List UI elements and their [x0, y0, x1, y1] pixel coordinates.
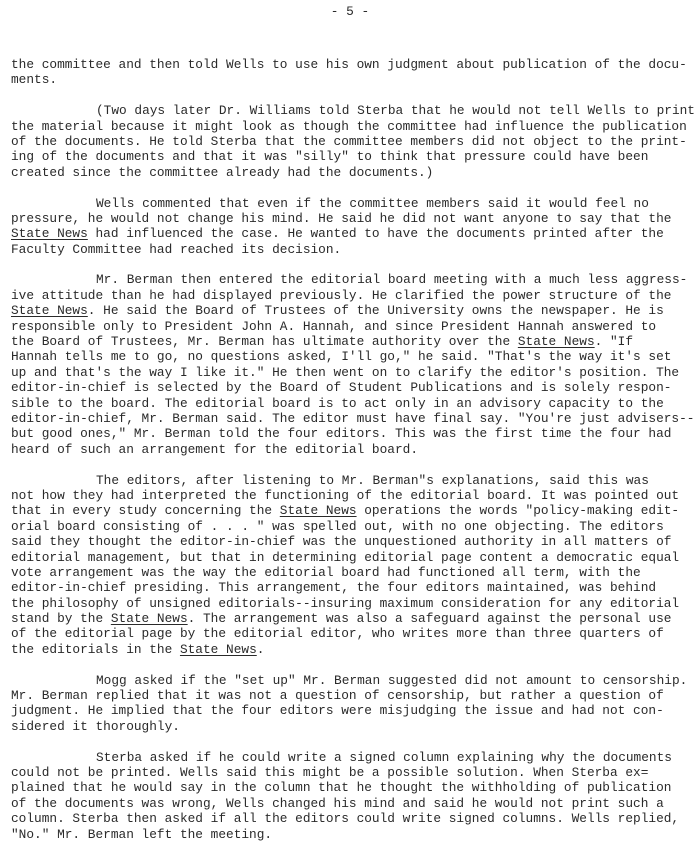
paragraph: [11, 673, 696, 735]
underlined-title: State News: [279, 503, 357, 519]
text-segment: Mr. Berman replied that it was not a question of censorship, but rather a question of: [11, 688, 664, 704]
text-line: [11, 473, 696, 488]
text-segment: could not be printed. Wells said this might be a possible solution. When Sterba ex=: [11, 764, 649, 780]
text-segment: . "If: [594, 334, 634, 350]
text-line: [11, 550, 696, 565]
underlined-title: State News: [517, 334, 595, 350]
paragraph: [11, 196, 696, 258]
text-line: [11, 442, 696, 457]
text-line: [11, 334, 696, 349]
text-segment: of the documents was wrong, Wells changed his mind and said he would not print such a: [11, 795, 664, 811]
text-line: [11, 765, 696, 780]
text-segment: Sterba asked if he could write a signed column explaining why the documents: [96, 749, 672, 765]
text-segment: Hannah tells me to go, no questions asked, I'll go," he said. "That's the way it's set: [11, 349, 672, 365]
text-line: [11, 426, 696, 441]
text-line: [11, 165, 696, 180]
text-line: [11, 596, 696, 611]
text-segment: of the editorial page by the editorial editor, who writes more than three quarters of: [11, 626, 664, 642]
text-line: [11, 626, 696, 641]
text-line: [11, 565, 696, 580]
text-line: [11, 349, 696, 364]
text-line: [11, 72, 696, 87]
text-line: [11, 811, 696, 826]
text-segment: the committee and then told Wells to use his own judgment about publication of the docu-: [11, 57, 687, 72]
text-line: [11, 703, 696, 718]
text-segment: editorial management, but that in determining editorial page content a democratic equal: [11, 549, 680, 565]
text-line: [11, 365, 696, 380]
text-segment: stand by the: [11, 611, 111, 627]
text-segment: ing of the documents and that it was "silly" to think that pressure could have been: [11, 149, 649, 165]
underlined-title: State News: [11, 303, 88, 319]
text-line: [11, 611, 696, 626]
text-line: [11, 396, 696, 411]
text-segment: Wells commented that even if the committee members said it would feel no: [96, 195, 649, 211]
text-line: [11, 103, 696, 118]
text-segment: ments.: [11, 72, 58, 88]
text-line: [11, 57, 696, 72]
text-line: [11, 319, 696, 334]
text-segment: editor-in-chief, Mr. Berman said. The editor must have final say. "You're just advisers--: [11, 410, 695, 426]
text-segment: "No." Mr. Berman left the meeting.: [11, 826, 273, 842]
text-segment: had influenced the case. He wanted to have the documents printed after the: [87, 226, 664, 242]
underlined-title: State News: [179, 641, 257, 657]
text-line: [11, 380, 696, 395]
text-segment: Mogg asked if the "set up" Mr. Berman suggested did not amount to censorship.: [96, 672, 688, 688]
text-line: [11, 827, 696, 842]
text-segment: the philosophy of unsigned editorials--insuring maximum consideration for any editorial: [11, 595, 680, 611]
underlined-title: State News: [11, 226, 88, 242]
text-segment: the Board of Trustees, Mr. Berman has ultimate authority over the: [11, 334, 518, 350]
text-segment: column. Sterba then asked if all the editors could write signed columns. Wells replied,: [11, 811, 680, 827]
text-line: [11, 226, 696, 241]
text-segment: heard of such an arrangement for the editorial board.: [11, 441, 419, 457]
text-segment: vote arrangement was the way the editorial board had functioned all term, with the: [11, 564, 641, 580]
text-line: [11, 673, 696, 688]
text-segment: sidered it thoroughly.: [11, 718, 180, 734]
text-segment: The editors, after listening to Mr. Berman"s explanations, said this was: [96, 472, 649, 488]
text-segment: (Two days later Dr. Williams told Sterba that he would not tell Wells to print: [96, 103, 695, 119]
text-line: [11, 719, 696, 734]
text-line: [11, 211, 696, 226]
text-line: [11, 750, 696, 765]
text-segment: Mr. Berman then entered the editorial board meeting with a much less aggress-: [96, 272, 688, 288]
text-line: [11, 796, 696, 811]
text-line: [11, 519, 696, 534]
text-line: [11, 196, 696, 211]
text-segment: created since the committee already had the documents.): [11, 164, 434, 180]
text-line: [11, 534, 696, 549]
paragraph: [11, 473, 696, 658]
text-line: [11, 503, 696, 518]
text-segment: Faculty Committee had reached its decision.: [11, 241, 342, 257]
paragraph: [11, 103, 696, 180]
text-segment: .: [256, 641, 265, 657]
text-segment: . The arrangement was also a safeguard against the personal use: [187, 611, 672, 627]
text-segment: pressure, he would not change his mind. He said he did not want anyone to say that the: [11, 210, 672, 226]
text-segment: plained that he would say in the column that he thought the withholding of publication: [11, 780, 672, 796]
text-segment: that in every study concerning the: [11, 503, 280, 519]
text-segment: of the documents. He told Sterba that the committee members did not object to the print-: [11, 133, 687, 149]
text-line: [11, 149, 696, 164]
text-line: [11, 488, 696, 503]
text-segment: responsible only to President John A. Hannah, and since President Hannah answered to: [11, 318, 657, 334]
text-line: [11, 642, 696, 657]
text-segment: sible to the board. The editorial board is to act only in an advisory capacity to the: [11, 395, 664, 411]
text-line: [11, 134, 696, 149]
text-segment: ive attitude than he had displayed previously. He clarified the power structure of the: [11, 287, 672, 303]
text-segment: said they thought the editor-in-chief was the unquestioned authority in all matters of: [11, 534, 672, 550]
text-line: [11, 288, 696, 303]
text-line: [11, 303, 696, 318]
text-line: [11, 272, 696, 287]
text-segment: but good ones," Mr. Berman told the four editors. This was the first time the four had: [11, 426, 672, 442]
text-line: [11, 411, 696, 426]
text-line: [11, 688, 696, 703]
text-segment: . He said the Board of Trustees of the University owns the newspaper. He is: [87, 303, 664, 319]
text-segment: not how they had interpreted the functioning of the editorial board. It was pointed out: [11, 487, 680, 503]
text-segment: editor-in-chief presiding. This arrangement, the four editors maintained, was behind: [11, 580, 657, 596]
text-line: [11, 780, 696, 795]
text-segment: orial board consisting of . . . " was spelled out, with no one objecting. The editors: [11, 518, 664, 534]
text-segment: up and that's the way I like it." He then went on to clarify the editor's position. The: [11, 364, 680, 380]
text-line: [11, 580, 696, 595]
text-segment: the material because it might look as though the committee had influence the publication: [11, 118, 687, 134]
text-segment: operations the words "policy-making edit-: [356, 503, 680, 519]
paragraph: [11, 272, 696, 457]
page-number: - 5 -: [330, 4, 370, 19]
text-segment: the editorials in the: [11, 641, 180, 657]
paragraph: [11, 57, 696, 88]
text-line: [11, 242, 696, 257]
text-line: [11, 119, 696, 134]
paragraph: [11, 750, 696, 842]
document-body: [11, 57, 696, 857]
text-segment: judgment. He implied that the four editors were misjudging the issue and had not con-: [11, 703, 664, 719]
text-segment: editor-in-chief is selected by the Board of Student Publications and is solely respon-: [11, 380, 672, 396]
underlined-title: State News: [110, 611, 188, 627]
